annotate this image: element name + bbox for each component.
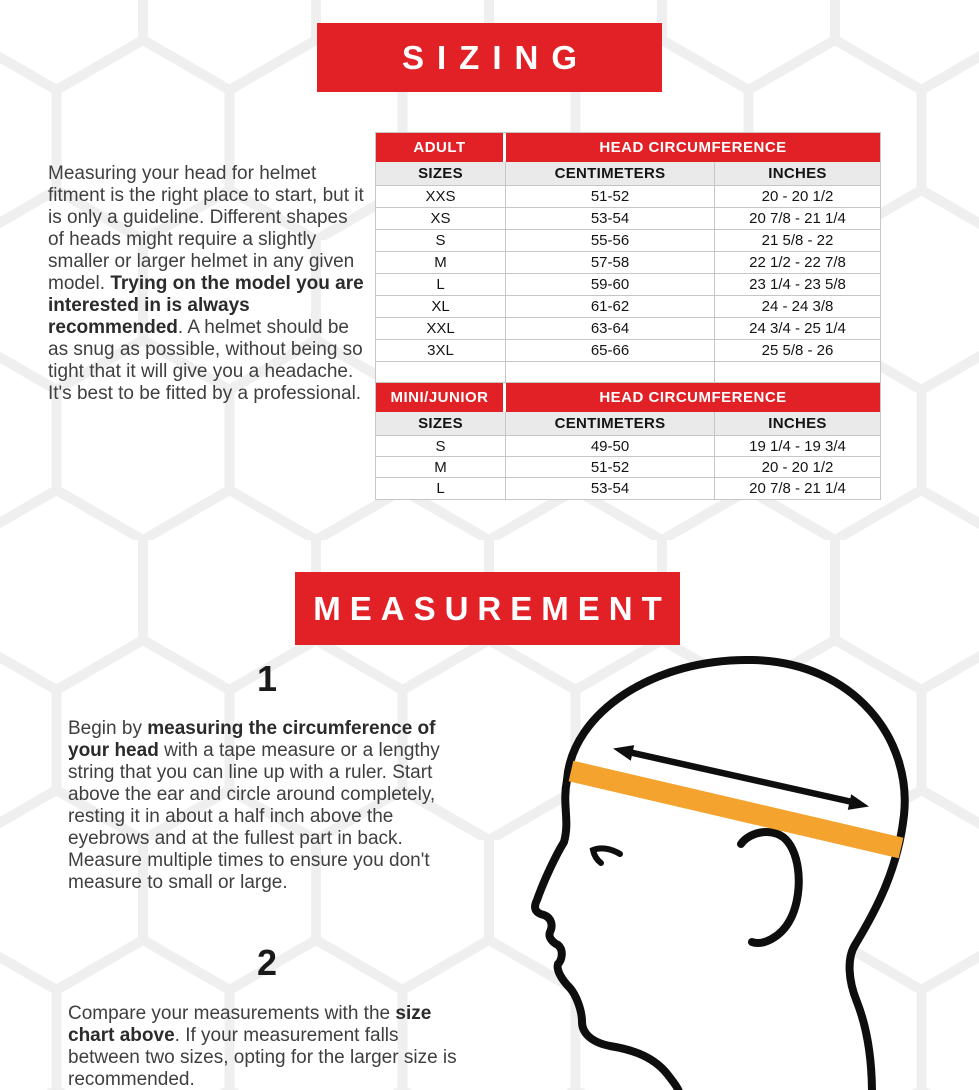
junior-circumference-header-cell: HEAD CIRCUMFERENCE xyxy=(506,383,880,412)
empty-cell xyxy=(715,362,880,382)
measurement-banner xyxy=(295,572,680,645)
table-row xyxy=(376,252,880,274)
cm-cell: 53-54 xyxy=(506,208,715,229)
adult-size-table xyxy=(375,132,881,383)
cm-cell: 55-56 xyxy=(506,230,715,251)
table-row xyxy=(376,296,880,318)
table-row xyxy=(376,457,880,478)
column-header-centimeters: CENTIMETERS xyxy=(506,412,715,435)
inch-cell: 24 3/4 - 25 1/4 xyxy=(749,320,846,337)
cm-cell: 57-58 xyxy=(506,252,715,273)
size-cell: M xyxy=(376,252,506,273)
adult-group-header-cell: ADULT xyxy=(376,133,506,162)
size-cell: XL xyxy=(376,296,506,317)
step-1-paragraph xyxy=(68,718,468,894)
intro-text-bold: Trying on the model you are interested in is always recommended xyxy=(48,273,364,338)
inch-cell: 25 5/8 - 26 xyxy=(761,342,834,359)
inch-cell: 22 1/2 - 22 7/8 xyxy=(749,254,846,271)
inch-cell: 23 1/4 - 23 5/8 xyxy=(749,276,846,293)
table-spacer-row xyxy=(376,362,880,382)
junior-size-table xyxy=(375,383,881,500)
size-cell: L xyxy=(376,274,506,295)
table-row xyxy=(376,478,880,499)
inch-cell: 20 7/8 - 21 1/4 xyxy=(749,480,846,497)
size-tables xyxy=(375,132,881,500)
size-cell: XXL xyxy=(376,318,506,339)
table-row xyxy=(376,274,880,296)
step-1-text-1: Begin by xyxy=(68,718,148,739)
inch-cell: 20 - 20 1/2 xyxy=(761,458,834,476)
step-2-text-bold: size chart above xyxy=(68,1003,432,1046)
column-header-inches: INCHES xyxy=(715,412,880,435)
size-cell: XXS xyxy=(376,186,506,207)
table-row xyxy=(376,340,880,362)
intro-text-3: . A helmet should be as snug as possible, without being so tight that it will give you a headache. It's best to be fitted by a professional. xyxy=(48,317,363,404)
cm-cell: 53-54 xyxy=(506,478,715,499)
inch-cell: 20 - 20 1/2 xyxy=(761,188,834,205)
sizing-banner xyxy=(317,23,662,92)
table-row xyxy=(376,186,880,208)
column-header-inches: INCHES xyxy=(715,162,880,185)
step-2-paragraph xyxy=(68,1003,468,1090)
head-measurement-illustration xyxy=(520,650,979,1090)
inch-cell: 24 - 24 3/8 xyxy=(761,298,834,315)
cm-cell: 59-60 xyxy=(506,274,715,295)
inch-cell: 20 7/8 - 21 1/4 xyxy=(749,210,846,227)
size-cell: XS xyxy=(376,208,506,229)
adult-circumference-header-cell: HEAD CIRCUMFERENCE xyxy=(506,133,880,162)
size-cell: 3XL xyxy=(376,340,506,361)
cm-cell: 51-52 xyxy=(506,457,715,477)
cm-cell: 51-52 xyxy=(506,186,715,207)
empty-cell xyxy=(506,362,715,382)
junior-table-column-header-row xyxy=(376,412,880,436)
step-1-text-3: with a tape measure or a lengthy string that you can line up with a ruler. Start above the ear and circle around completely, resting it in about a half inch above the eyebrows and at the fullest part in back. Measure multiple times to ensure you don't measure to small or large. xyxy=(68,740,440,893)
column-header-sizes: SIZES xyxy=(376,162,506,185)
step-1-text-bold: measuring the circumference of your head xyxy=(68,718,436,761)
junior-table-red-header-row xyxy=(376,383,880,412)
measurement-banner-label: MEASUREMENT xyxy=(313,589,671,627)
empty-cell xyxy=(376,362,506,382)
sizing-banner-label: SIZING xyxy=(401,38,590,76)
step-1-number: 1 xyxy=(256,658,278,699)
size-cell: L xyxy=(376,478,506,499)
table-row xyxy=(376,436,880,457)
cm-cell: 63-64 xyxy=(506,318,715,339)
adult-table-column-header-row xyxy=(376,162,880,186)
table-row xyxy=(376,230,880,252)
adult-table-red-header-row xyxy=(376,133,880,162)
size-cell: S xyxy=(376,436,506,456)
step-2-text-3: . If your measurement falls between two sizes, opting for the larger size is recommended. xyxy=(68,1025,457,1090)
table-row xyxy=(376,208,880,230)
intro-text-1: Measuring your head for helmet fitment is the right place to start, but it is only a guideline. Different shapes of heads might require a slightly smaller or larger helmet in any given model. xyxy=(48,163,364,294)
inch-cell: 21 5/8 - 22 xyxy=(761,232,834,249)
cm-cell: 65-66 xyxy=(506,340,715,361)
size-cell: S xyxy=(376,230,506,251)
table-row xyxy=(376,318,880,340)
cm-cell: 49-50 xyxy=(506,436,715,456)
step-2-text-1: Compare your measurements with the xyxy=(68,1003,396,1024)
intro-paragraph xyxy=(48,163,368,405)
junior-group-header-cell: MINI/JUNIOR xyxy=(376,383,506,412)
column-header-centimeters: CENTIMETERS xyxy=(506,162,715,185)
inch-cell: 19 1/4 - 19 3/4 xyxy=(749,437,846,455)
column-header-sizes: SIZES xyxy=(376,412,506,435)
step-2-number: 2 xyxy=(256,942,278,983)
cm-cell: 61-62 xyxy=(506,296,715,317)
size-cell: M xyxy=(376,457,506,477)
